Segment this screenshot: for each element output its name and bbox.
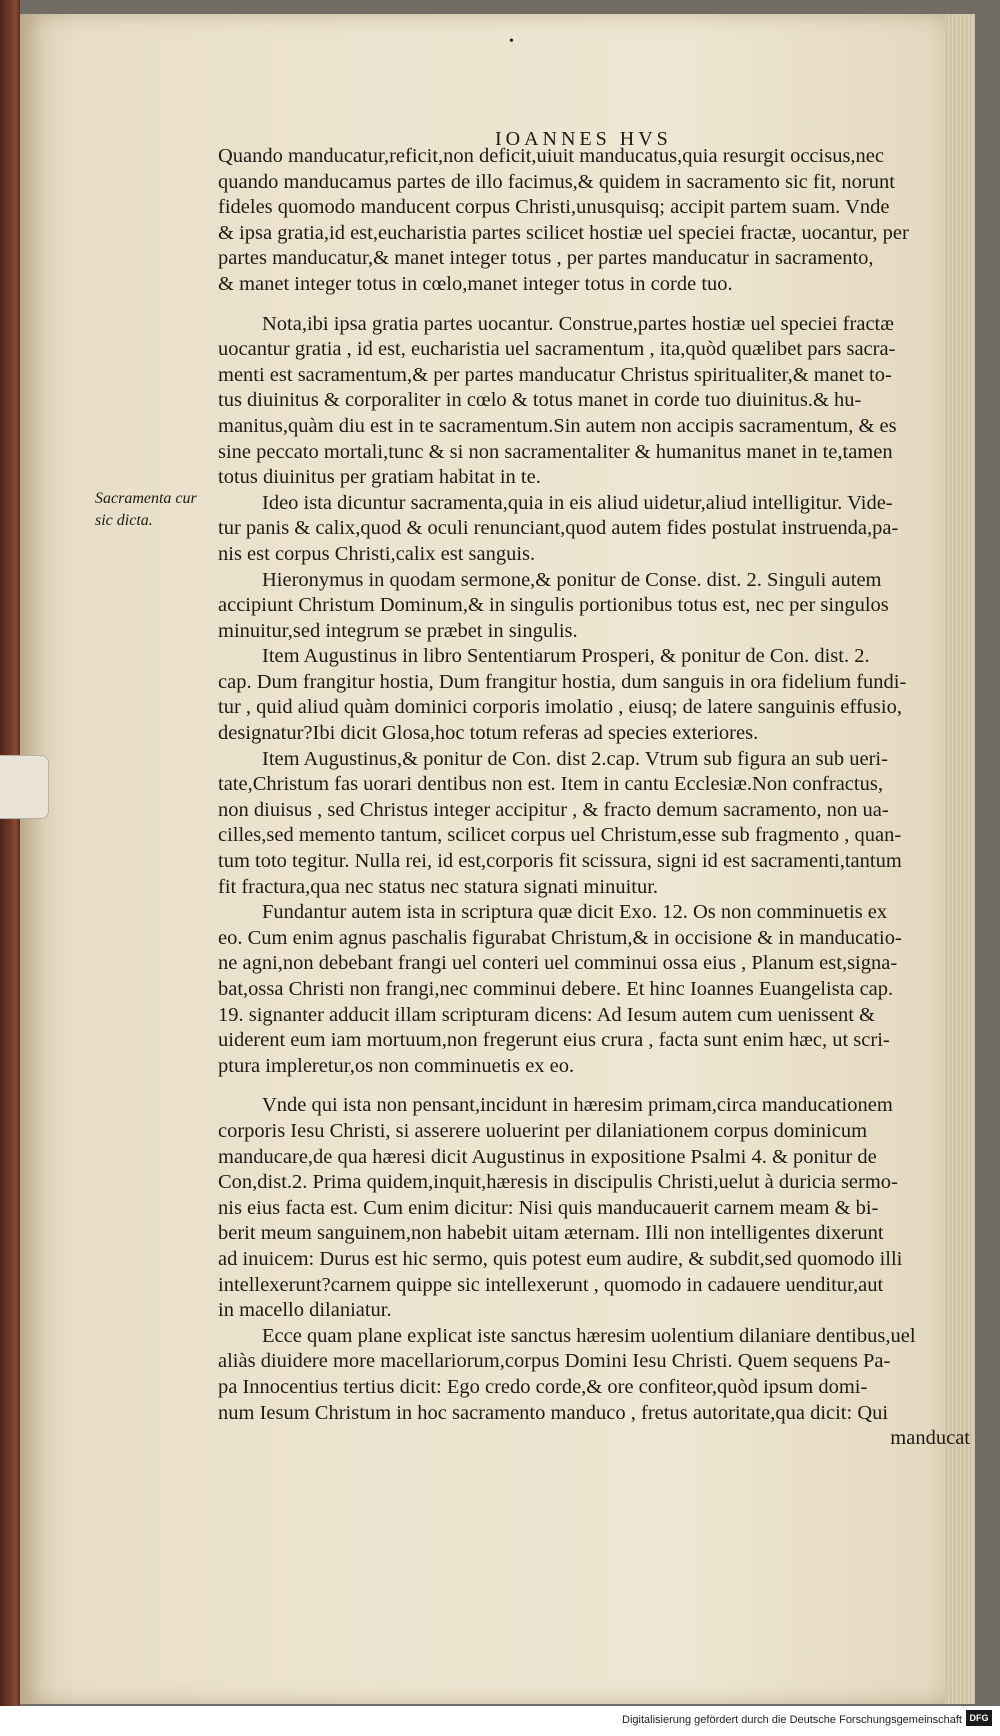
text-line: Ecce quam plane explicat iste sanctus hæresim uolentium dilaniare dentibus,uel	[262, 1324, 916, 1347]
page-body	[218, 144, 970, 1452]
margin-note-line: sic dicta.	[95, 512, 153, 529]
text-line: intellexerunt?carnem quippe sic intellexerunt , quomodo in cadauere uenditur,aut	[218, 1273, 884, 1296]
text-line: tur panis & calix,quod & oculi renunciant,quod autem fides postulat instruenda,pa-	[218, 517, 899, 540]
paragraph	[218, 900, 970, 1079]
text-line: nis eius facta est. Cum enim dicitur: Nisi quis manducauerit carnem meam & bi-	[218, 1196, 879, 1219]
text-line: ne agni,non debebant frangi uel conteri uel comminui ossa eius , Planum est,signa-	[218, 952, 898, 975]
text-line: & manet integer totus in cœlo,manet integer totus in corde tuo.	[218, 272, 733, 295]
text-line: menti est sacramentum,& per partes manducatur Christus spiritualiter,& manet to-	[218, 363, 892, 386]
text-line: bat,ossa Christi non frangi,nec comminui debere. Et hinc Ioannes Euangelista cap.	[218, 978, 894, 1000]
running-title: IOANNES HVS	[495, 128, 672, 150]
text-line: uocantur gratia , id est, eucharistia uel sacramentum , ita,quòd quælibet pars sacra-	[218, 338, 896, 361]
text-line: tus diuinitus & corporaliter in cœlo & totus manet in corde tuo diuinitus.& hu-	[218, 389, 862, 412]
text-line: Con,dist.2. Prima quidem,inquit,hæresis in discipulis Christi,uelut à duricia sermo-	[218, 1171, 898, 1194]
text-line: fideles quomodo manducent corpus Christi,unusquisq; accipit partem suam. Vnde	[218, 196, 890, 219]
text-line: Item Augustinus in libro Sententiarum Prosperi, & ponitur de Con. dist. 2.	[262, 645, 870, 668]
funding-credit: Digitalisierung gefördert durch die Deutsche Forschungsgemeinschaft	[622, 1714, 962, 1726]
text-line: tum toto tegitur. Nulla rei, id est,corporis fit scissura, signi id est sacramenti,tantum	[218, 850, 902, 873]
book-cover-edge	[0, 0, 20, 1736]
text-line: num Iesum Christum in hoc sacramento manduco , fretus autoritate,qua dicit: Qui	[218, 1401, 889, 1424]
text-line: tur , quid aliud quàm dominici corporis imolatio , eiusq; de latere sanguinis effusio,	[218, 696, 902, 719]
text-line: 19. signanter adducit illam scripturam dicens: Ad Iesum autem cum uenissent &	[218, 1003, 875, 1026]
text-line: Ideo ista dicuntur sacramenta,quia in eis aliud uidetur,aliud intelligitur. Vide-	[262, 491, 893, 514]
text-line: Hieronymus in quodam sermone,& ponitur de Conse. dist. 2. Singuli autem	[262, 568, 882, 591]
text-line: designatur?Ibi dicit Glosa,hoc totum referas ad species exteriores.	[218, 722, 759, 745]
margin-note	[95, 488, 197, 532]
text-line: berit meum sanguinem,non habebit uitam æternam. Illi non intelligentes dixerunt	[218, 1222, 884, 1245]
paragraph	[218, 568, 970, 645]
text-line: tate,Christum fas uorari dentibus non est. Item in cantu Ecclesiæ.Non confractus,	[218, 773, 883, 796]
text-line: cilles,sed memento tantum, scilicet corpus uel Christum,esse sub fragmento , quan-	[218, 824, 902, 847]
text-line: minuitur,sed integrum se præbet in singulis.	[218, 619, 578, 642]
text-line: Quando manducatur,reficit,non deficit,uiuit manducatus,quia resurgit occisus,nec	[218, 145, 884, 167]
margin-note-line: Sacramenta cur	[95, 490, 197, 507]
paragraph	[218, 144, 970, 298]
text-line: manitus,quàm diu est in te sacramentum.Sin autem non accipis sacramentum, & es	[218, 414, 897, 437]
text-line: & ipsa gratia,id est,eucharistia partes scilicet hostiæ uel speciei fractæ, uocantur, per	[218, 221, 909, 244]
text-line: ad inuicem: Durus est hic sermo, quis potest eum audire, & subdit,sed quomodo illi	[218, 1247, 903, 1270]
text-line: aliàs diuidere more macellariorum,corpus Domini Iesu Christi. Quem sequens Pa-	[218, 1350, 891, 1373]
paper-tab-marker	[0, 755, 49, 819]
text-line: Fundantur autem ista in scriptura quæ dicit Exo. 12. Os non comminuetis ex	[262, 901, 888, 924]
text-line: corporis Iesu Christi, si asserere uoluerint per dilaniationem corpus dominicum	[218, 1119, 868, 1142]
text-line: Nota,ibi ipsa gratia partes uocantur. Construe,partes hostiæ uel speciei fractæ	[262, 312, 894, 335]
paragraph	[218, 491, 970, 568]
text-line: manducare,de qua hæresi dicit Augustinus in expositione Psalmi 4. & ponitur de	[218, 1145, 877, 1168]
text-line: non diuisus , sed Christus integer accipitur , & fracto demum sacramento, non ua-	[218, 798, 889, 821]
paragraph	[218, 1093, 970, 1323]
text-line: accipiunt Christum Dominum,& in singulis portionibus totus est, nec per singulos	[218, 594, 889, 617]
text-line: eo. Cum enim agnus paschalis figurabat Christum,& in occisione & in manducatio-	[218, 926, 902, 949]
paragraph	[218, 644, 970, 746]
ornament-dot: •	[509, 34, 514, 49]
paragraph	[218, 312, 970, 491]
dfg-logo: DFG	[966, 1710, 992, 1726]
text-line: manducat	[890, 1427, 970, 1450]
paragraph	[218, 747, 970, 901]
paragraph	[218, 1324, 970, 1452]
text-line: Item Augustinus,& ponitur de Con. dist 2.cap. Vtrum sub figura an sub ueri-	[262, 747, 888, 770]
text-line: nis est corpus Christi,calix est sanguis.	[218, 542, 536, 565]
text-line: ptura impleretur,os non comminuetis ex eo.	[218, 1054, 575, 1077]
text-line: totus diuinitus per gratiam habitat in te.	[218, 466, 541, 489]
text-line: cap. Dum frangitur hostia, Dum frangitur hostia, dum sanguis in ora fidelium fundi-	[218, 670, 907, 693]
text-line: uiderent eum iam mortuum,non fregerunt eius crura , facta sunt enim hæc, ut scri-	[218, 1029, 890, 1052]
text-line: sine peccato mortali,tunc & si non sacramentaliter & humanitus manet in te,tamen	[218, 440, 893, 463]
text-line: pa Innocentius tertius dicit: Ego credo corde,& ore confiteor,quòd ipsum domi-	[218, 1375, 868, 1398]
text-line: Vnde qui ista non pensant,incidunt in hæresim primam,circa manducationem	[262, 1094, 893, 1117]
text-line: in macello dilaniatur.	[218, 1299, 392, 1322]
text-line: quando manducamus partes de illo facimus,& quidem in sacramento sic fit, norunt	[218, 170, 895, 193]
text-line: partes manducatur,& manet integer totus , per partes manducatur in sacramento,	[218, 247, 874, 270]
text-line: fit fractura,qua nec status nec statura signati minuitur.	[218, 875, 659, 898]
